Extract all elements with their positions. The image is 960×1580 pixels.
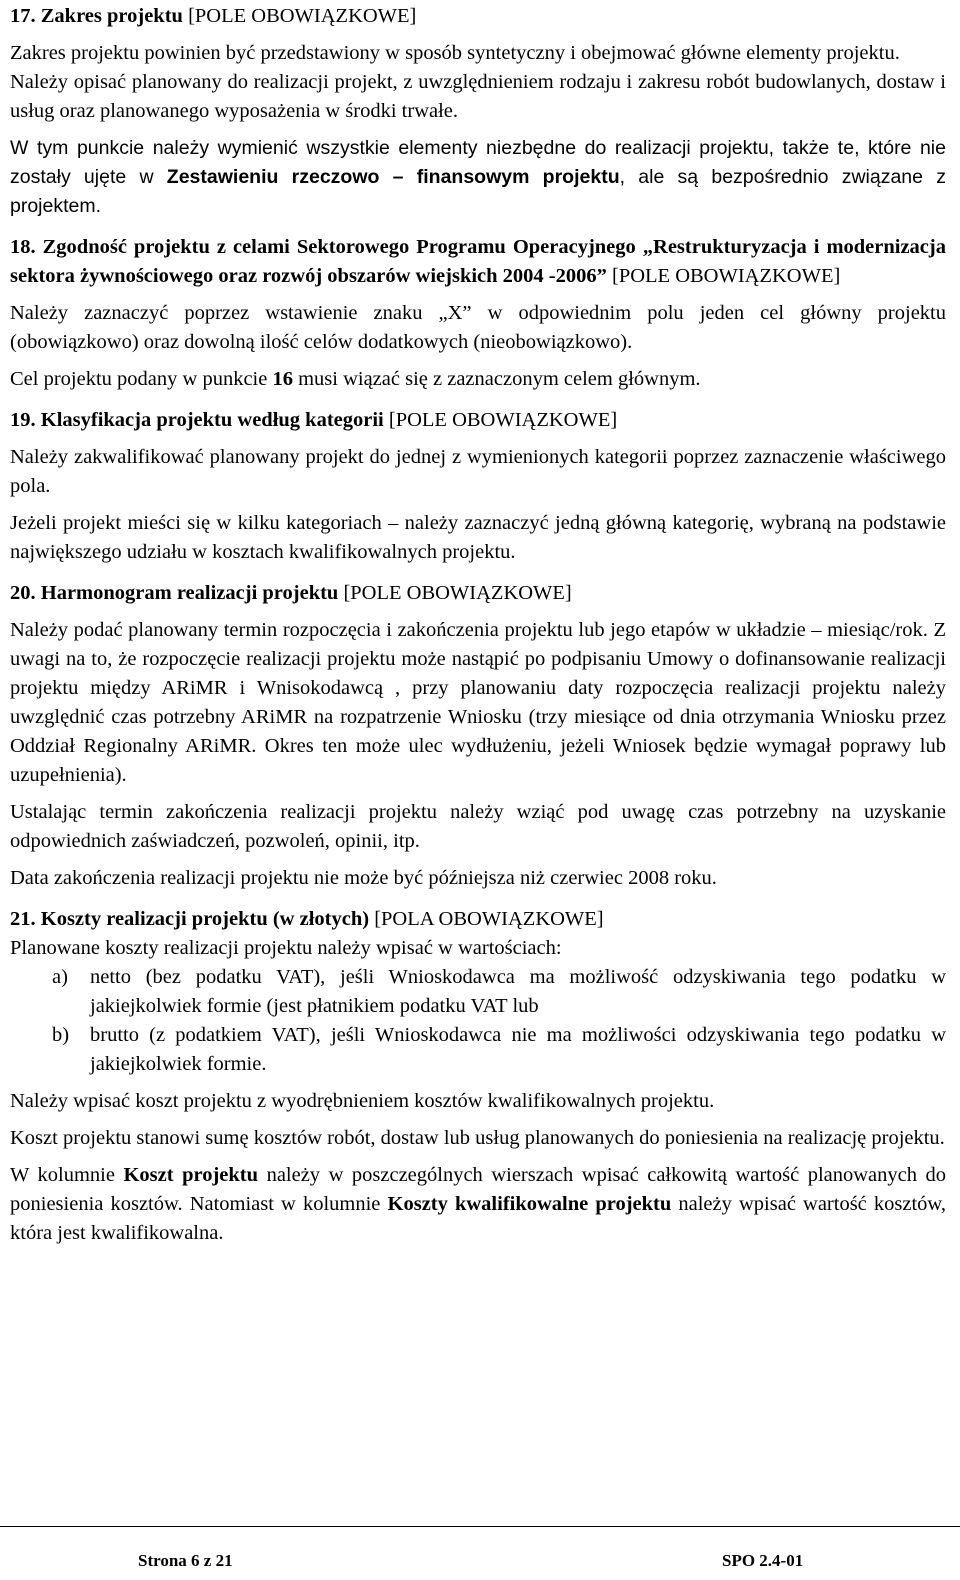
section-20-heading xyxy=(10,579,946,608)
paragraph: Należy zaznaczyć poprzez wstawienie znaku „X” w odpowiednim polu jeden cel główny projektu (obowiązkowo) oraz dowolną ilość celów dodatkowych (nieobowiązkowo). xyxy=(10,302,946,353)
section-number: 18. xyxy=(10,236,36,258)
document-body xyxy=(10,0,946,1248)
bold-term: Zestawieniu rzeczowo – finansowym projektu xyxy=(166,166,620,188)
list-label: a) xyxy=(52,966,68,988)
section-number: 21. xyxy=(10,908,36,930)
list-text: brutto (z podatkiem VAT), jeśli Wnioskodawca nie ma możliwości odzyskiwania tego podatku w jakiejkolwiek formie. xyxy=(90,1024,946,1075)
text-run: należy w poszczególnych wierszach wpisać całkowitą wartość planowanych do poniesienia kosztów. Natomiast w kolumnie xyxy=(10,1164,947,1215)
text-run: należy wpisać wartość kosztów, która jest kwalifikowalna. xyxy=(10,1193,946,1244)
paragraph xyxy=(10,365,946,394)
section-title: Harmonogram realizacji projektu xyxy=(40,582,339,604)
paragraph: Należy podać planowany termin rozpoczęcia i zakończenia projektu lub jego etapów w układzie – miesiąc/rok. Z uwagi na to, że rozpoczęcie realizacji projektu może nastąpić po podpisaniu Umowy o dofinansowanie realizacji projektu między ARiMR i Wnisokodawcą , przy planowaniu daty rozpoczęcia realizacji projektu należy uwzględnić czas potrzebny ARiMR na rozpatrzenie Wniosku (trzy miesiące od dnia otrzymania Wniosku przez Oddział Regionalny ARiMR. Okres ten może ulec wydłużeniu, jeżeli Wniosek będzie wymagał poprawy lub uzupełnienia). xyxy=(10,619,946,786)
section-title: Klasyfikacja projektu według kategorii xyxy=(40,409,384,431)
list-text: netto (bez podatku VAT), jeśli Wnioskodawca ma możliwość odzyskiwania tego podatku w jakiejkolwiek formie (jest płatnikiem podatku VAT lub xyxy=(90,966,946,1017)
list-item xyxy=(10,1021,946,1079)
bold-term: Koszty kwalifikowalne projektu xyxy=(387,1193,672,1215)
required-tag: [POLE OBOWIĄZKOWE] xyxy=(388,409,618,431)
required-tag: [POLE OBOWIĄZKOWE] xyxy=(612,265,841,287)
paragraph: Planowane koszty realizacji projektu należy wpisać w wartościach: xyxy=(10,937,562,959)
paragraph xyxy=(10,1161,946,1248)
text-run: , ale są bezpośrednio związane z projektem. xyxy=(10,166,946,217)
section-title: Zgodność projektu z celami Sektorowego Programu Operacyjnego „Restrukturyzacja i modernizacja sektora żywnościowego oraz rozwój obszarów wiejskich 2004 -2006” xyxy=(10,236,946,287)
paragraph xyxy=(10,134,946,221)
section-19-heading xyxy=(10,406,946,435)
required-tag: [POLE OBOWIĄZKOWE] xyxy=(188,5,417,27)
paragraph: Koszt projektu stanowi sumę kosztów robót, dostaw lub usług planowanych do poniesienia na realizację projektu. xyxy=(10,1127,945,1149)
text-run: W tym punkcie należy wymienić wszystkie elementy niezbędne do realizacji projektu, także te, które nie zostały ujęte w xyxy=(10,137,946,188)
section-17-heading xyxy=(10,2,946,31)
list-item xyxy=(10,963,946,1021)
section-number: 20. xyxy=(10,582,36,604)
text-run: musi wiązać się z zaznaczonym celem głównym. xyxy=(298,368,701,390)
required-tag: [POLA OBOWIĄZKOWE] xyxy=(374,908,604,930)
section-18-heading xyxy=(10,233,946,291)
paragraph: Jeżeli projekt mieści się w kilku kategoriach – należy zaznaczyć jedną główną kategorię, wybraną na podstawie największego udziału w kosztach kwalifikowalnych projektu. xyxy=(10,512,946,563)
text-run: Cel projektu podany w punkcie xyxy=(10,368,268,390)
section-title: Zakres projektu xyxy=(40,5,183,27)
paragraph: Należy zakwalifikować planowany projekt do jednej z wymienionych kategorii poprzez zaznaczenie właściwego pola. xyxy=(10,446,946,497)
section-21-heading xyxy=(10,905,946,934)
paragraph: Data zakończenia realizacji projektu nie może być późniejsza niż czerwiec 2008 roku. xyxy=(10,867,717,889)
paragraph: Należy wpisać koszt projektu z wyodrębnieniem kosztów kwalifikowalnych projektu. xyxy=(10,1090,715,1112)
bold-term: Koszt projektu xyxy=(123,1164,259,1186)
required-tag: [POLE OBOWIĄZKOWE] xyxy=(343,582,572,604)
document-code: SPO 2.4-01 xyxy=(722,1551,804,1570)
section-title: Koszty realizacji projektu (w złotych) xyxy=(40,908,370,930)
paragraph: Zakres projektu powinien być przedstawiony w sposób syntetyczny i obejmować główne elementy projektu. xyxy=(10,42,900,64)
page-number: Strona 6 z 21 xyxy=(138,1551,233,1570)
section-number: 17. xyxy=(10,5,36,27)
section-number: 19. xyxy=(10,409,36,431)
paragraph: Ustalając termin zakończenia realizacji projektu należy wziąć pod uwagę czas potrzebny na uzyskanie odpowiednich zaświadczeń, pozwoleń, opinii, itp. xyxy=(10,801,946,852)
bold-term: 16 xyxy=(272,368,293,390)
text-run: W kolumnie xyxy=(10,1164,115,1186)
list-label: b) xyxy=(52,1024,70,1046)
footer-divider xyxy=(0,1526,960,1527)
paragraph: Należy opisać planowany do realizacji projekt, z uwzględnieniem rodzaju i zakresu robót budowlanych, dostaw i usług oraz planowanego wyposażenia w środki trwałe. xyxy=(10,71,946,122)
